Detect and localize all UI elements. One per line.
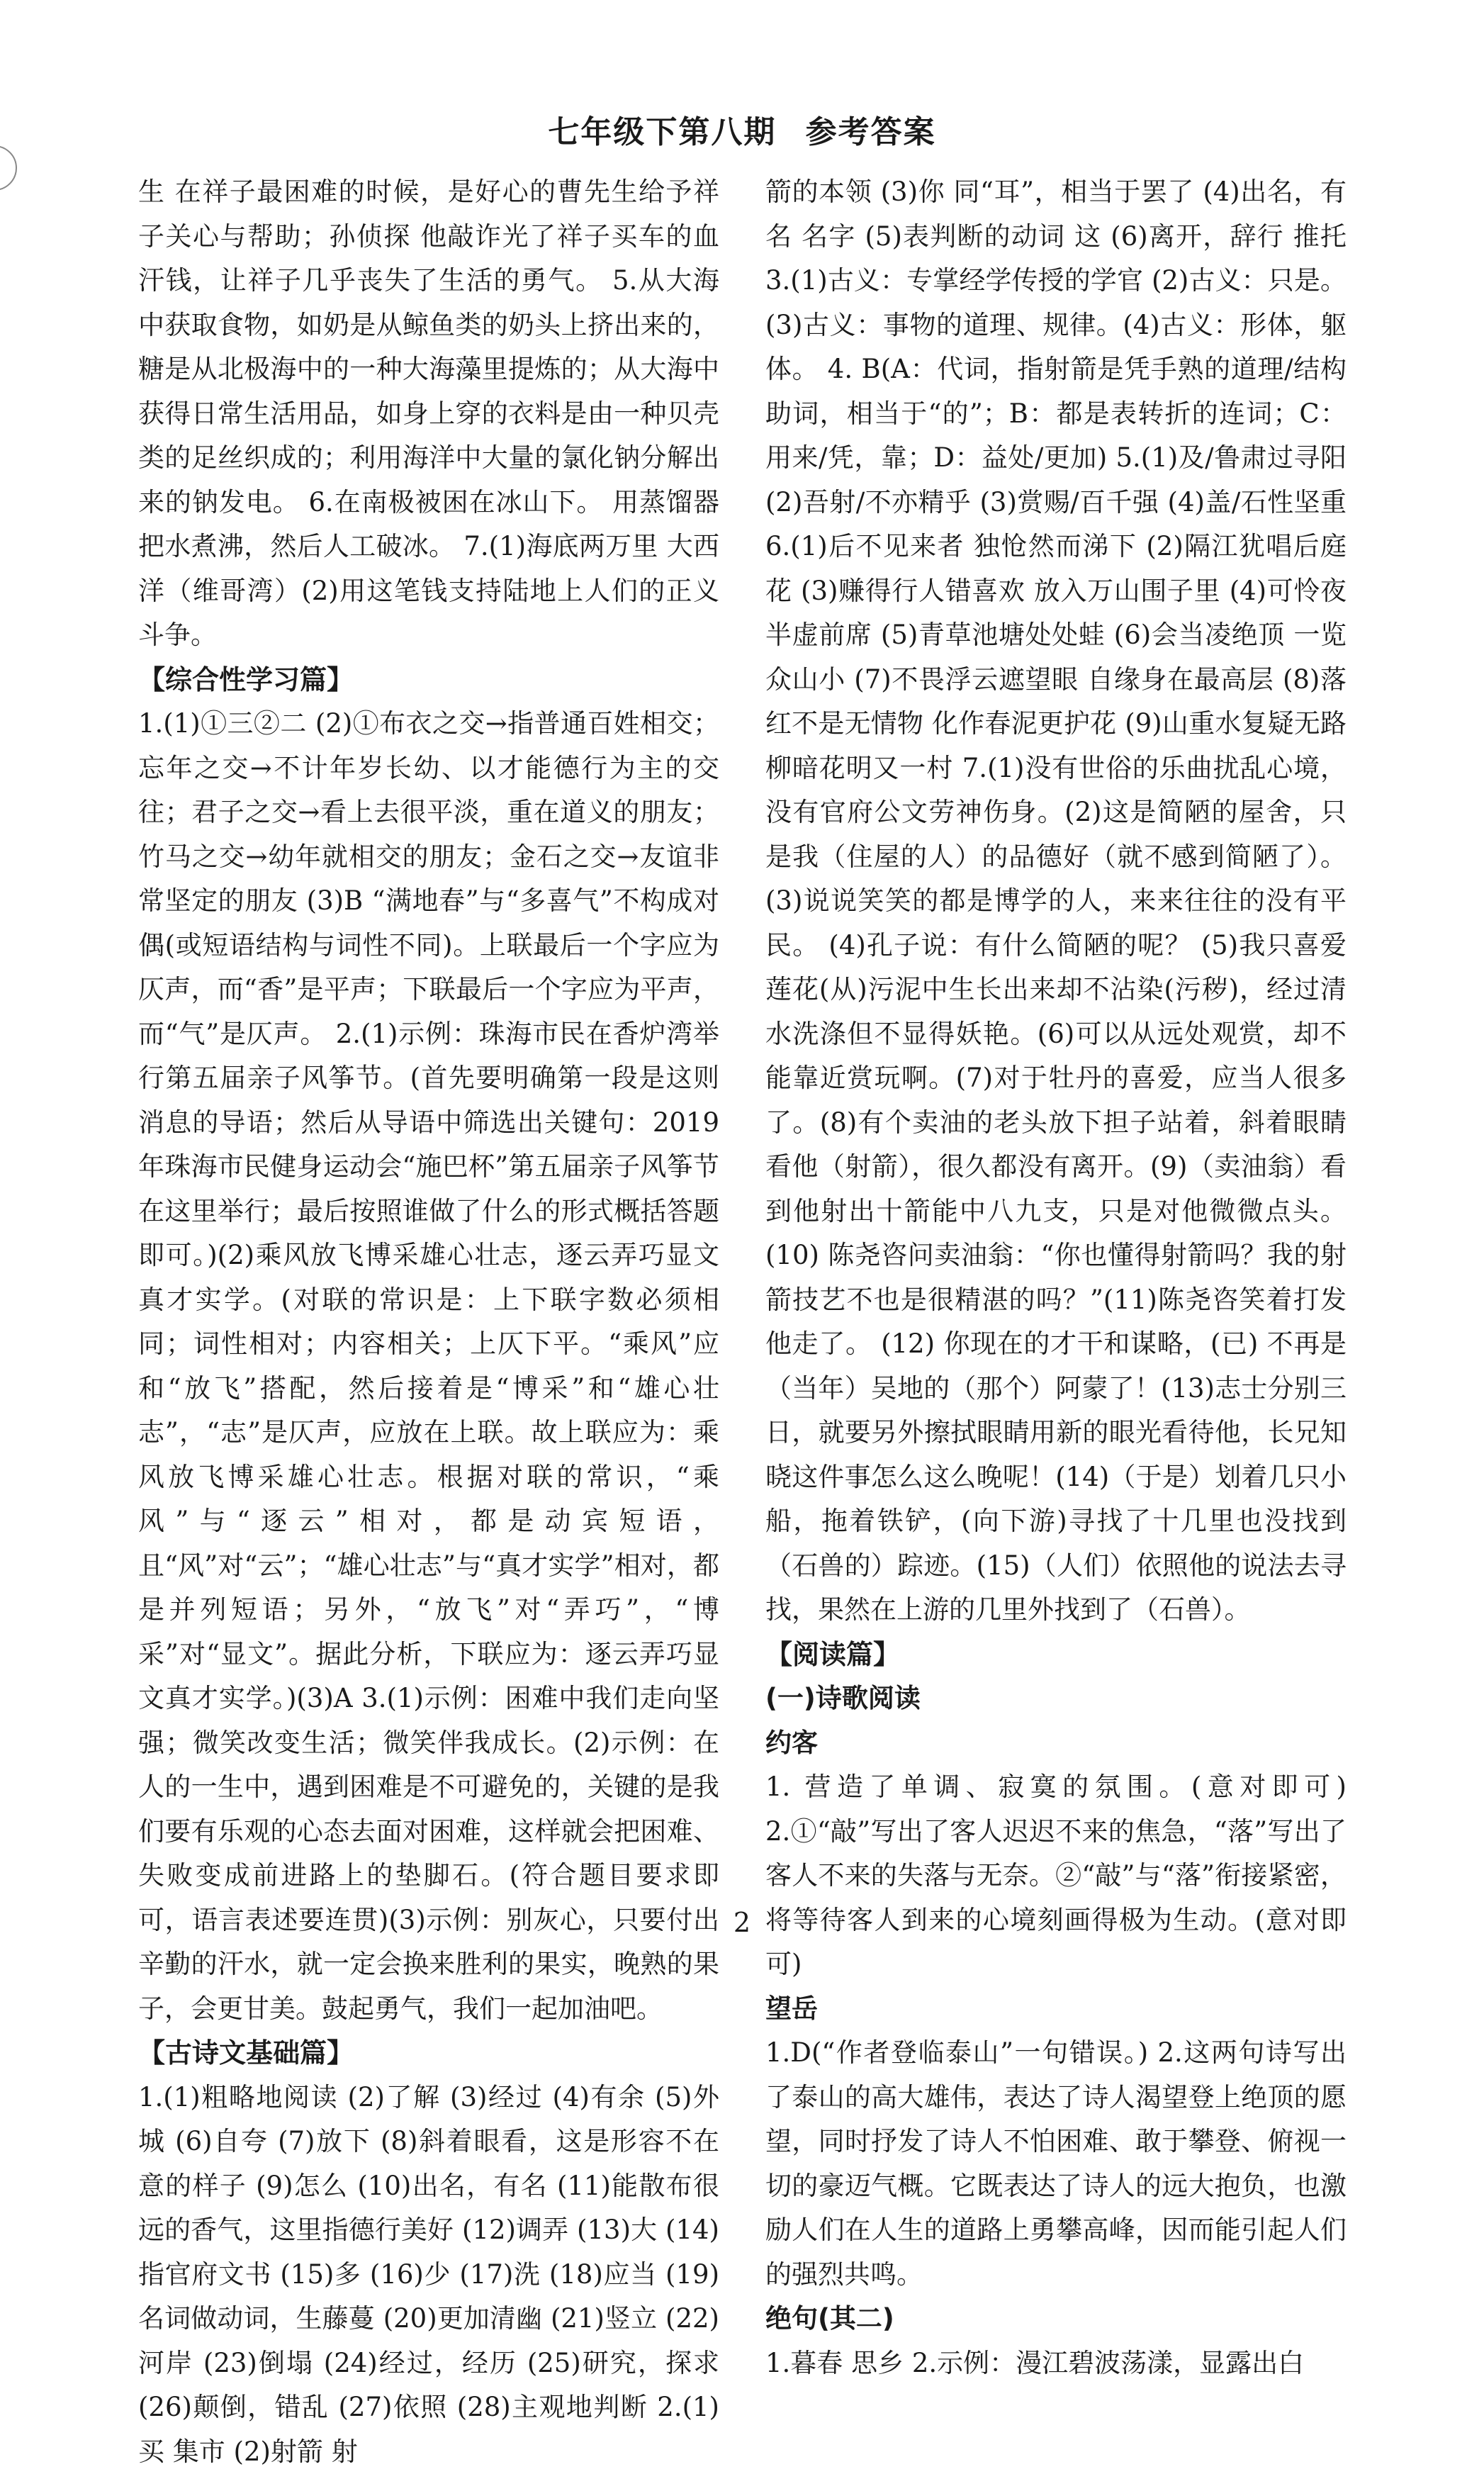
subsection-heading: (一)诗歌阅读 (765, 1677, 1347, 1721)
poem-title: 约客 (765, 1721, 1347, 1766)
answer-paragraph: 箭的本领 (3)你 同“耳”，相当于罢了 (4)出名，有名 名字 (5)表判断的动词 这 (6)离开，辞行 推托 3.(1)古义：专掌经学传授的学官 (2)古义：只是。(3)古义：事物的道理、规律。(4)古义：形体，躯体。 4. B(A：代词，指射箭是凭手熟的道理/结构助词，相当于“的”；B：都是表转折的连词；C：用来/凭，靠；D：益处/更加) 5.(1)及/鲁肃过寻阳 (2)吾射/不亦精乎 (3)赏赐/百千强 (4)盖/石性坚重 6.(1)后不见来者 独怆然而涕下 (2)隔江犹唱后庭花 (3)赚得行人错喜欢 放入万山围子里 (4)可怜夜半虚前席 (5)青草池塘处处蛙 (6)会当凌绝顶 一览众山小 (7)不畏浮云遮望眼 自缘身在最高层 (8)落红不是无情物 化作春泥更护花 (9)山重水复疑无路 柳暗花明又一村 7.(1)没有世俗的乐曲扰乱心境，没有官府公文劳神伤身。(2)这是简陋的屋舍，只是我（住屋的人）的品德好（就不感到简陋了）。(3)说说笑笑的都是博学的人，来来往往的没有平民。 (4)孔子说：有什么简陋的呢？ (5)我只喜爱莲花(从)污泥中生长出来却不沾染(污秽)，经过清水洗涤但不显得妖艳。(6)可以从远处观赏，却不能靠近赏玩啊。(7)对于牡丹的喜爱，应当人很多了。(8)有个卖油的老头放下担子站着，斜着眼睛看他（射箭），很久都没有离开。(9)（卖油翁）看到他射出十箭能中八九支，只是对他微微点头。(10) 陈尧咨问卖油翁：“你也懂得射箭吗？我的射箭技艺不也是很精湛的吗？”(11)陈尧咨笑着打发他走了。 (12) 你现在的才干和谋略，(已) 不再是（当年）吴地的（那个）阿蒙了！(13)志士分别三日，就要另外擦拭眼睛用新的眼光看待他，长兄知晓这件事怎么这么晚呢！(14)（于是）划着几只小船，拖着铁铲，(向下游)寻找了十几里也没找到（石兽的）踪迹。(15)（人们）依照他的说法去寻找，果然在上游的几里外找到了（石兽）。 (765, 170, 1347, 1633)
answer-paragraph: 1.(1)粗略地阅读 (2)了解 (3)经过 (4)有余 (5)外城 (6)自夸 (7)放下 (8)斜着眼看，这是形容不在意的样子 (9)怎么 (10)出名，有名 (11)能散布很远的香气，这里指德行美好 (12)调弄 (13)大 (14)指官府文书 (15)多 (16)少 (17)洗 (18)应当 (19)名词做动词，生藤蔓 (20)更加清幽 (21)竖立 (22)河岸 (23)倒塌 (24)经过，经历 (25)研究，探求 (26)颠倒，错乱 (27)依照 (28)主观地判断 2.(1)买 集市 (2)射箭 射 (138, 2076, 719, 2474)
answer-paragraph: 1.暮春 思乡 2.示例：漫江碧波荡漾，显露出白 (765, 2341, 1347, 2386)
left-column (138, 170, 719, 2474)
answer-paragraph: 生 在祥子最困难的时候，是好心的曹先生给予祥子关心与帮助；孙侦探 他敲诈光了祥子买车的血汗钱，让祥子几乎丧失了生活的勇气。 5.从大海中获取食物，如奶是从鲸鱼类的奶头上挤出来的，糖是从北极海中的一种大海藻里提炼的；从大海中获得日常生活用品，如身上穿的衣料是由一种贝壳类的足丝织成的；利用海洋中大量的氯化钠分解出来的钠发电。 6.在南极被困在冰山下。 用蒸馏器把水煮沸，然后人工破冰。 7.(1)海底两万里 大西洋（维哥湾）(2)用这笔钱支持陆地上人们的正义斗争。 (138, 170, 719, 658)
section-heading: 【阅读篇】 (765, 1633, 1347, 1677)
right-column (765, 170, 1347, 2385)
margin-punch-mark (0, 145, 17, 191)
answer-paragraph: 1.D(“作者登临泰山”一句错误。) 2.这两句诗写出了泰山的高大雄伟，表达了诗人渴望登上绝顶的愿望，同时抒发了诗人不怕困难、敢于攀登、俯视一切的豪迈气概。它既表达了诗人的远大抱负，也激励人们在人生的道路上勇攀高峰，因而能引起人们的强烈共鸣。 (765, 2031, 1347, 2297)
poem-title: 绝句(其二) (765, 2297, 1347, 2341)
section-heading: 【古诗文基础篇】 (138, 2031, 719, 2076)
page-title: 七年级下第八期 参考答案 (0, 106, 1484, 152)
answer-paragraph: 1. 营造了单调、寂寞的氛围。(意对即可) 2.①“敲”写出了客人迟迟不来的焦急，“落”写出了客人不来的失落与无奈。②“敲”与“落”衔接紧密，将等待客人到来的心境刻画得极为生动。(意对即可) (765, 1765, 1347, 1987)
poem-title: 望岳 (765, 1987, 1347, 2032)
answer-paragraph: 1.(1)①三②二 (2)①布衣之交→指普通百姓相交；忘年之交→不计年岁长幼、以才能德行为主的交往；君子之交→看上去很平淡，重在道义的朋友；竹马之交→幼年就相交的朋友；金石之交→友谊非常坚定的朋友 (3)B “满地春”与“多喜气”不构成对偶(或短语结构与词性不同)。上联最后一个字应为仄声，而“香”是平声；下联最后一个字应为平声，而“气”是仄声。 2.(1)示例：珠海市民在香炉湾举行第五届亲子风筝节。(首先要明确第一段是这则消息的导语；然后从导语中筛选出关键句：2019年珠海市民健身运动会“施巴杯”第五届亲子风筝节在这里举行；最后按照谁做了什么的形式概括答题即可。)(2)乘风放飞博采雄心壮志，逐云弄巧显文真才实学。(对联的常识是：上下联字数必须相同；词性相对；内容相关；上仄下平。“乘风”应和“放飞”搭配，然后接着是“博采”和“雄心壮志”，“志”是仄声，应放在上联。故上联应为：乘风放飞博采雄心壮志。根据对联的常识，“乘风”与“逐云”相对，都是动宾短语，且“风”对“云”；“雄心壮志”与“真才实学”相对，都是并列短语；另外，“放飞”对“弄巧”，“博采”对“显文”。据此分析，下联应为：逐云弄巧显文真才实学。)(3)A 3.(1)示例：困难中我们走向坚强；微笑改变生活；微笑伴我成长。(2)示例：在人的一生中，遇到困难是不可避免的，关键的是我们要有乐观的心态去面对困难，这样就会把困难、失败变成前进路上的垫脚石。(符合题目要求即可，语言表述要连贯)(3)示例：别灰心，只要付出辛勤的汗水，就一定会换来胜利的果实，晚熟的果子，会更甘美。鼓起勇气，我们一起加油吧。 (138, 702, 719, 2031)
section-heading: 【综合性学习篇】 (138, 658, 719, 703)
page-number: 2 (0, 1907, 1484, 1938)
